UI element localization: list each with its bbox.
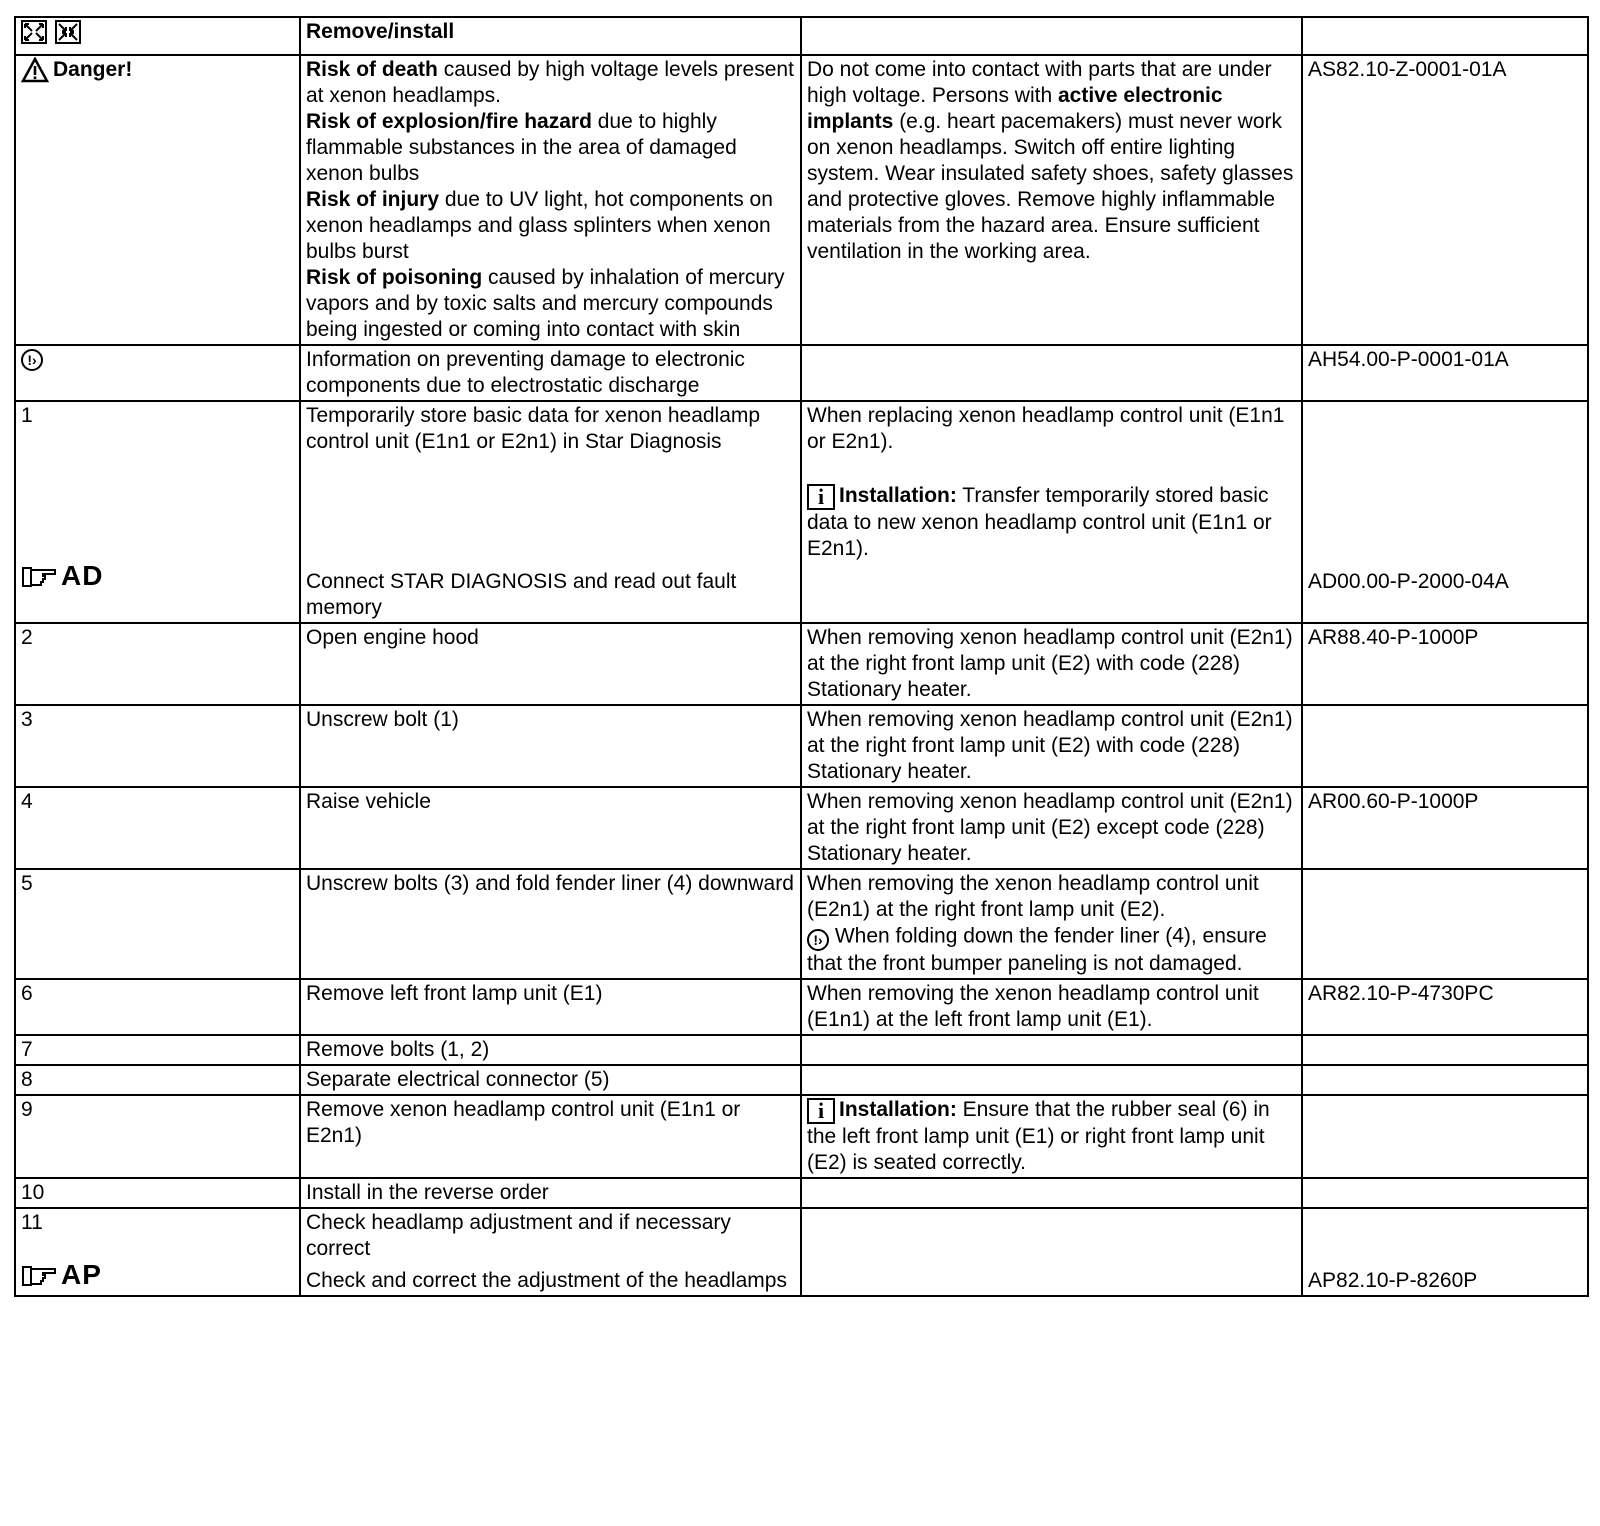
step-number: 4 xyxy=(15,787,300,869)
step-ref: AR00.60-P-1000P xyxy=(1302,787,1588,869)
esd-ref: AH54.00-P-0001-01A xyxy=(1302,345,1588,401)
step-text: Remove left front lamp unit (E1) xyxy=(300,979,801,1035)
step-number: 7 xyxy=(15,1035,300,1065)
ap-label: AP xyxy=(61,1259,102,1290)
remove-icon xyxy=(21,20,47,44)
table-row xyxy=(15,1208,1588,1296)
step-ref: AR88.40-P-1000P xyxy=(1302,623,1588,705)
step-number: 1 xyxy=(21,404,33,427)
ap-ref: AP82.10-P-8260P xyxy=(1308,1269,1478,1292)
pointing-hand-icon xyxy=(21,564,59,588)
step-text: Unscrew bolt (1) xyxy=(300,705,801,787)
ad-ref: AD00.00-P-2000-04A xyxy=(1308,570,1509,593)
header-title: Remove/install xyxy=(300,17,801,55)
danger-note: Do not come into contact with parts that are under high voltage. Persons with active electronic implants (e.g. heart pacemakers) must never work on xenon headlamps. Switch off entire lighting system. Wear insulated safety shoes, safety glasses and protective gloves. Remove highly inflammable materials from the hazard area. Ensure sufficient ventilation in the working area. xyxy=(801,55,1302,345)
step-text: Remove bolts (1, 2) xyxy=(300,1035,801,1065)
step-number: 3 xyxy=(15,705,300,787)
ap-text: Check and correct the adjustment of the headlamps xyxy=(306,1269,787,1292)
warning-triangle-icon xyxy=(21,57,49,83)
table-row xyxy=(15,979,1588,1035)
danger-cell xyxy=(15,55,300,345)
ad-label: AD xyxy=(61,560,104,591)
install-icon xyxy=(55,20,81,44)
pointing-hand-icon xyxy=(21,1263,59,1287)
info-icon: i xyxy=(807,1098,835,1124)
step-note: When removing the xenon headlamp control unit (E2n1) at the right front lamp unit (E2). xyxy=(807,872,1259,921)
danger-label: Danger! xyxy=(53,58,133,81)
table-row xyxy=(15,869,1588,979)
step-text: Remove xenon headlamp control unit (E1n1 or E2n1) xyxy=(300,1095,801,1178)
table-row xyxy=(15,623,1588,705)
table-row xyxy=(15,345,1588,401)
danger-ref: AS82.10-Z-0001-01A xyxy=(1302,55,1588,345)
table-row xyxy=(15,17,1588,55)
step-number: 11 xyxy=(21,1211,43,1234)
step-number: 9 xyxy=(15,1095,300,1178)
step-number: 6 xyxy=(15,979,300,1035)
table-row xyxy=(15,705,1588,787)
caution-icon: !› xyxy=(807,929,829,951)
table-row xyxy=(15,55,1588,345)
table-row: 9 Remove xenon headlamp control unit (E1n1 or E2n1) i Installation: Ensure that the rubber seal (6) in the left front lamp unit (E1) or right front lamp unit (E2) is seated correctly. xyxy=(15,1095,1588,1178)
step-note: When removing xenon headlamp control unit (E2n1) at the right front lamp unit (E2) except code (228) Stationary heater. xyxy=(801,787,1302,869)
step-text: Temporarily store basic data for xenon headlamp control unit (E1n1 or E2n1) in Star Diagnosis xyxy=(306,404,761,453)
table-row xyxy=(15,1065,1588,1095)
step-number: 8 xyxy=(15,1065,300,1095)
step-text: Raise vehicle xyxy=(300,787,801,869)
header-icons-cell xyxy=(15,17,300,55)
table-row xyxy=(15,1035,1588,1065)
step-note: When replacing xenon headlamp control unit (E1n1 or E2n1). xyxy=(807,404,1285,453)
step-note: When removing xenon headlamp control unit (E2n1) at the right front lamp unit (E2) with code (228) Stationary heater. xyxy=(801,705,1302,787)
step-text: Separate electrical connector (5) xyxy=(300,1065,801,1095)
step-note: When removing the xenon headlamp control unit (E1n1) at the left front lamp unit (E1). xyxy=(801,979,1302,1035)
step-text: Unscrew bolts (3) and fold fender liner (4) downward xyxy=(300,869,801,979)
table-row: 1 AD Temporarily store basic data for xenon headlamp control unit (E1n1 or E2n1) in Star Diagnosis Connect STAR DIAGNOSIS and read out fault memory When replacing xenon headlamp control unit (E1n1 or E2n1). i Installation: Transfer temporarily stored basic data to new xenon headlamp control unit (E1n1 or E2n1). AD00.00-P-2000-04A xyxy=(15,401,1588,623)
ad-text: Connect STAR DIAGNOSIS and read out fault memory xyxy=(306,570,737,619)
step-number: 2 xyxy=(15,623,300,705)
esd-caution-icon: !› xyxy=(21,349,43,371)
step-number: 10 xyxy=(15,1178,300,1208)
step-number: 5 xyxy=(15,869,300,979)
step-text: Check headlamp adjustment and if necessary correct xyxy=(306,1211,731,1260)
step-text: Install in the reverse order xyxy=(300,1178,801,1208)
table-row xyxy=(15,787,1588,869)
info-icon: i xyxy=(807,484,835,510)
procedure-table xyxy=(14,16,1589,1297)
step-note: When removing xenon headlamp control unit (E2n1) at the right front lamp unit (E2) with code (228) Stationary heater. xyxy=(801,623,1302,705)
step-text: Open engine hood xyxy=(300,623,801,705)
esd-text: Information on preventing damage to electronic components due to electrostatic discharge xyxy=(300,345,801,401)
table-row xyxy=(15,1178,1588,1208)
caution-text: When folding down the fender liner (4), ensure that the front bumper paneling is not damaged. xyxy=(807,924,1267,975)
step-ref: AR82.10-P-4730PC xyxy=(1302,979,1588,1035)
danger-risks: Risk of death caused by high voltage levels present at xenon headlamps. Risk of explosion/fire hazard due to highly flammable substances in the area of damaged xenon bulbs Risk of injury due to UV light, hot components on xenon headlamps and glass splinters when xenon bulbs burst Risk of poisoning caused by inhalation of mercury vapors and by toxic salts and mercury compounds being ingested or coming into contact with skin xyxy=(300,55,801,345)
